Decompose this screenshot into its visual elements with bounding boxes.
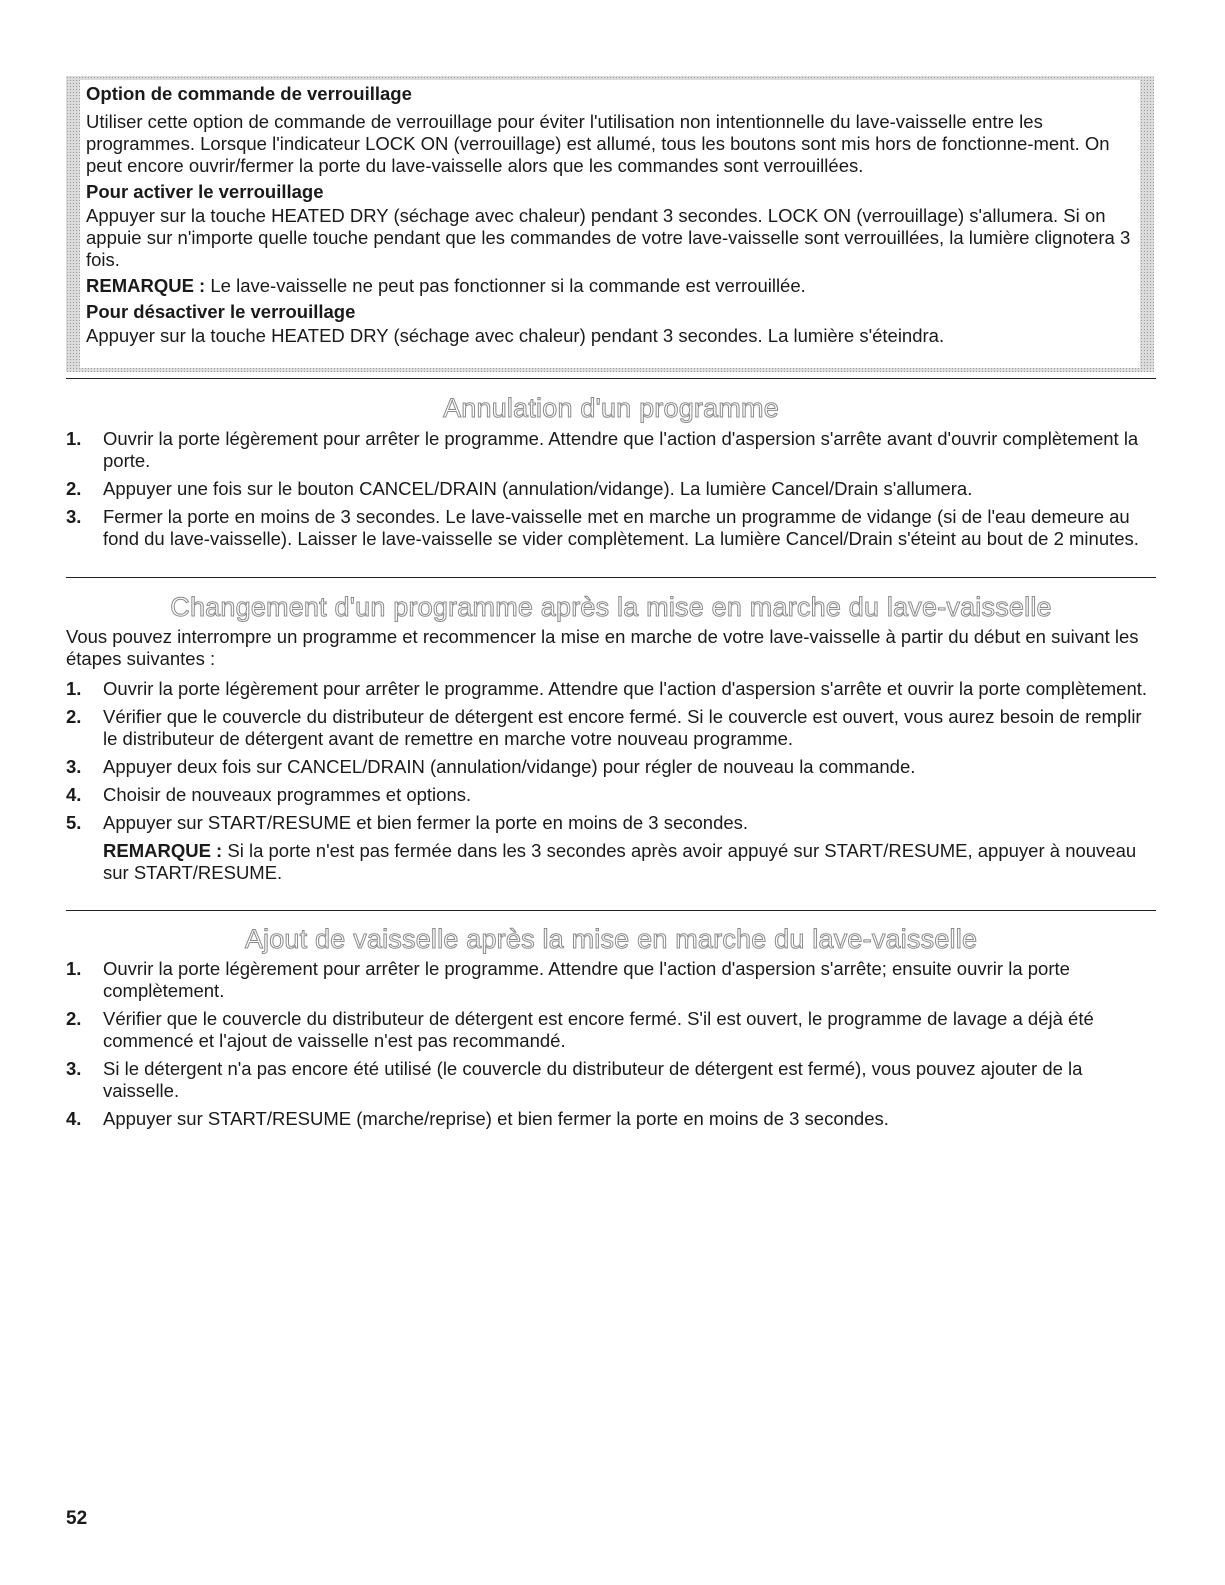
step-number: 2. <box>66 478 82 499</box>
step-text: Appuyer une fois sur le bouton CANCEL/DRAIN (annulation/vidange). La lumière Cancel/Drain s'allumera. <box>103 478 973 499</box>
list-item <box>66 478 1156 500</box>
add-dishes-steps-list <box>66 958 1156 1136</box>
step-text: Vérifier que le couvercle du distributeur de détergent est encore fermé. Si le couvercle est ouvert, vous aurez besoin de remplir le distributeur de détergent avant de remettre en marche votre nouveau programme. <box>103 706 1142 749</box>
list-item <box>66 706 1156 750</box>
step-number: 4. <box>66 1108 82 1129</box>
step-text: Appuyer sur START/RESUME et bien fermer la porte en moins de 3 secondes. <box>103 812 749 833</box>
list-item <box>66 812 1156 884</box>
section-divider <box>66 577 1156 578</box>
step-text: Vérifier que le couvercle du distributeur de détergent est encore fermé. S'il est ouvert, le programme de lavage a déjà été commencé et l'ajout de vaisselle n'est pas recommandé. <box>103 1008 1094 1051</box>
cancel-section-title: Annulation d'un programme <box>443 393 779 423</box>
step-number: 1. <box>66 678 82 699</box>
section-divider <box>66 910 1156 911</box>
step-text: Ouvrir la porte légèrement pour arrêter le programme. Attendre que l'action d'aspersion s'arrête et ouvrir la porte complètement. <box>103 678 1148 699</box>
list-item <box>66 958 1156 1002</box>
step-number: 3. <box>66 1058 82 1079</box>
cancel-steps-list <box>66 428 1156 556</box>
activate-lock-heading: Pour activer le verrouillage <box>86 181 324 202</box>
step-text: Choisir de nouveaux programmes et options. <box>103 784 472 805</box>
step-text: Ouvrir la porte légèrement pour arrêter le programme. Attendre que l'action d'aspersion s'arrête; ensuite ouvrir la porte complètement. <box>103 958 1070 1001</box>
step-text: Ouvrir la porte légèrement pour arrêter le programme. Attendre que l'action d'aspersion s'arrête avant d'ouvrir complètement la porte. <box>103 428 1139 471</box>
section-divider <box>66 378 1156 379</box>
lock-option-intro: Utiliser cette option de commande de verrouillage pour éviter l'utilisation non intentionnelle du lave-vaisselle entre les programmes. Lorsque l'indicateur LOCK ON (verrouillage) est allumé, tous les boutons sont mis hors de fonctionne-ment. On peut encore ouvrir/fermer la porte du lave-vaisselle alors que les commandes sont verrouillées. <box>86 111 1110 176</box>
list-item <box>66 428 1156 472</box>
change-section-title: Changement d'un programme après la mise en marche du lave-vaisselle <box>170 592 1052 622</box>
step-number: 2. <box>66 706 82 727</box>
lock-note-text: Le lave-vaisselle ne peut pas fonctionner si la commande est verrouillée. <box>205 275 806 296</box>
list-item <box>66 1008 1156 1052</box>
step-text: Si le détergent n'a pas encore été utilisé (le couvercle du distributeur de détergent est fermé), vous pouvez ajouter de la vaisselle. <box>103 1058 1083 1101</box>
change-note-label: REMARQUE : <box>103 840 223 861</box>
lock-note-label: REMARQUE : <box>86 275 206 296</box>
change-note <box>103 840 1156 884</box>
lock-option-title: Option de commande de verrouillage <box>86 83 412 104</box>
step-text: Appuyer sur START/RESUME (marche/reprise) et bien fermer la porte en moins de 3 secondes. <box>103 1108 889 1129</box>
lock-option-box-content <box>80 80 1140 368</box>
deactivate-lock-heading: Pour désactiver le verrouillage <box>86 301 356 322</box>
step-number: 3. <box>66 756 82 777</box>
add-dishes-section-title: Ajout de vaisselle après la mise en marche du lave-vaisselle <box>244 924 978 954</box>
step-number: 2. <box>66 1008 82 1029</box>
list-item <box>66 506 1156 550</box>
step-number: 5. <box>66 812 82 833</box>
step-text: Fermer la porte en moins de 3 secondes. Le lave-vaisselle met en marche un programme de vidange (si de l'eau demeure au fond du lave-vaisselle). Laisser le lave-vaisselle se vider complètement. La lumière Cancel/Drain s'éteint au bout de 2 minutes. <box>103 506 1139 549</box>
change-section-intro: Vous pouvez interrompre un programme et recommencer la mise en marche de votre lave-vaisselle à partir du début en suivant les étapes suivantes : <box>66 626 1139 669</box>
step-number: 4. <box>66 784 82 805</box>
deactivate-lock-text: Appuyer sur la touche HEATED DRY (séchage avec chaleur) pendant 3 secondes. La lumière s'éteindra. <box>86 325 945 346</box>
step-number: 3. <box>66 506 82 527</box>
step-number: 1. <box>66 958 82 979</box>
list-item <box>66 784 1156 806</box>
change-steps-list <box>66 678 1156 890</box>
page-number: 52 <box>66 1508 88 1529</box>
activate-lock-text: Appuyer sur la touche HEATED DRY (séchage avec chaleur) pendant 3 secondes. LOCK ON (verrouillage) s'allumera. Si on appuie sur n'importe quelle touche pendant que les commandes de votre lave-vaisselle sont verrouillées, la lumière clignotera 3 fois. <box>86 205 1131 270</box>
lock-note <box>86 275 1134 297</box>
step-text: Appuyer deux fois sur CANCEL/DRAIN (annulation/vidange) pour régler de nouveau la commande. <box>103 756 916 777</box>
change-note-text: Si la porte n'est pas fermée dans les 3 secondes après avoir appuyé sur START/RESUME, appuyer à nouveau sur START/RESUME. <box>103 840 1137 883</box>
lock-option-box <box>66 76 1154 372</box>
list-item <box>66 1058 1156 1102</box>
list-item <box>66 756 1156 778</box>
step-number: 1. <box>66 428 82 449</box>
list-item <box>66 1108 1156 1130</box>
list-item <box>66 678 1156 700</box>
